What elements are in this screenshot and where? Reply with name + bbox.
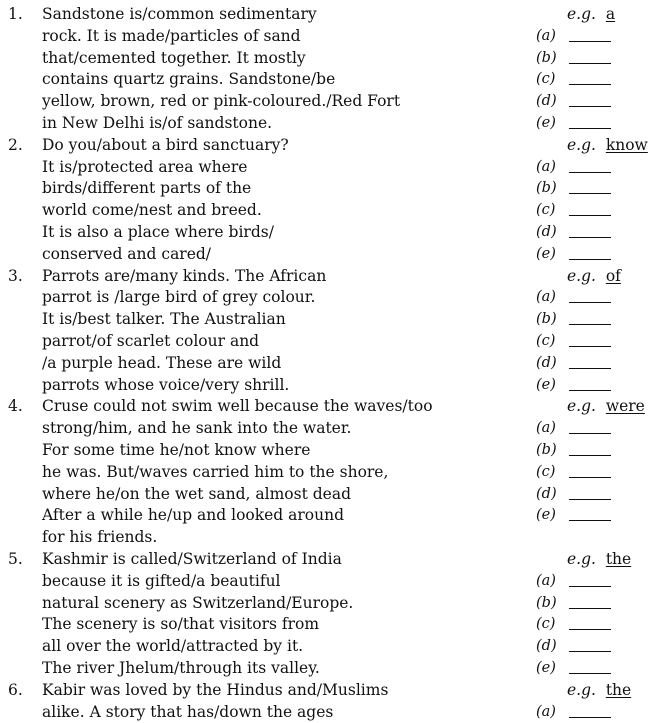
line-text: contains quartz grains. Sandstone/be	[42, 70, 336, 89]
answer-blank[interactable]	[569, 215, 611, 216]
line-text: because it is gifted/a beautiful	[42, 571, 281, 590]
answer-blank[interactable]	[569, 63, 611, 64]
line-text: birds/different parts of the	[42, 179, 252, 198]
example-answer-word: the	[605, 550, 632, 568]
line-text: Kabir was loved by the Hindus and/Muslims	[42, 680, 389, 699]
line-text: yellow, brown, red or pink-coloured./Red Fort	[42, 92, 401, 111]
question-number: 5.	[8, 550, 23, 568]
answer-blank[interactable]	[569, 41, 611, 42]
blank-label: (e)	[536, 660, 556, 676]
line-text: that/cemented together. It mostly	[42, 48, 306, 67]
answer-blank[interactable]	[569, 499, 611, 500]
question-number: 3.	[8, 266, 23, 285]
blank-label: (e)	[536, 507, 556, 524]
line-text: Kashmir is called/Switzerland of India	[42, 550, 342, 568]
question-line	[0, 26, 659, 48]
blank-label: (a)	[536, 27, 556, 44]
question-line	[0, 331, 659, 353]
blank-label: (a)	[536, 289, 556, 306]
line-text: It is also a place where birds/	[42, 223, 274, 241]
answer-blank[interactable]	[569, 259, 611, 260]
question-number: 4.	[8, 397, 23, 416]
question-line	[0, 91, 659, 113]
example-answer	[567, 266, 621, 288]
blank-label: (a)	[536, 158, 556, 175]
question-line	[0, 680, 659, 702]
line-text: for his friends.	[42, 528, 158, 547]
question-line	[0, 69, 659, 91]
blank-label: (a)	[536, 420, 556, 437]
answer-blank[interactable]	[569, 390, 611, 391]
line-text: For some time he/not know where	[42, 441, 311, 459]
line-text: The scenery is so/that visitors from	[42, 615, 320, 634]
question-line	[0, 200, 659, 222]
blank-label: (e)	[536, 376, 556, 393]
line-text: world come/nest and breed.	[42, 201, 262, 220]
line-text: rock. It is made/particles of sand	[42, 26, 301, 45]
question-line	[0, 244, 659, 266]
question-line	[0, 309, 659, 331]
question-number: 1.	[8, 5, 23, 23]
blank-label: (b)	[536, 442, 557, 458]
example-label: e.g.	[567, 680, 596, 699]
blank-label: (c)	[536, 463, 556, 480]
question-line	[0, 614, 659, 636]
blank-label: (b)	[536, 180, 557, 197]
answer-blank[interactable]	[569, 717, 611, 718]
question-line	[0, 527, 659, 549]
line-text: Sandstone is/common sedimentary	[42, 5, 317, 23]
line-text: alike. A story that has/down the ages	[42, 702, 334, 721]
question-line	[0, 549, 659, 571]
blank-label: (e)	[536, 245, 556, 262]
line-text: Do you/about a bird sanctuary?	[42, 135, 289, 154]
question-line	[0, 287, 659, 309]
blank-label: (c)	[536, 202, 556, 219]
answer-blank[interactable]	[569, 346, 611, 347]
blank-label: (c)	[536, 333, 556, 349]
question-line	[0, 505, 659, 527]
answer-blank[interactable]	[569, 629, 611, 630]
example-label: e.g.	[567, 550, 596, 568]
example-label: e.g.	[567, 5, 596, 23]
blank-label: (c)	[536, 616, 556, 633]
answer-blank[interactable]	[569, 455, 611, 456]
answer-blank[interactable]	[569, 237, 611, 238]
question-line	[0, 113, 659, 135]
question-line	[0, 702, 659, 723]
blank-label: (c)	[536, 71, 556, 88]
line-text: It is/protected area where	[42, 157, 248, 176]
example-answer-word: of	[605, 266, 621, 285]
question-line	[0, 462, 659, 484]
answer-blank[interactable]	[569, 172, 611, 173]
question-line	[0, 178, 659, 200]
blank-label: (b)	[536, 311, 557, 328]
question-line	[0, 353, 659, 375]
line-text: Cruse could not swim well because the waves/too	[42, 397, 433, 416]
answer-blank[interactable]	[569, 302, 611, 303]
question-line	[0, 135, 659, 157]
answer-blank[interactable]	[569, 477, 611, 478]
line-text: parrots whose voice/very shrill.	[42, 375, 290, 394]
example-answer	[567, 396, 645, 418]
example-answer-word: were	[605, 397, 645, 416]
question-number: 2.	[8, 135, 23, 154]
answer-blank[interactable]	[569, 84, 611, 85]
line-text: all over the world/attracted by it.	[42, 637, 304, 656]
line-text: parrot is /large bird of grey colour.	[42, 288, 316, 307]
blank-label: (b)	[536, 594, 557, 611]
blank-label: (d)	[536, 224, 557, 240]
example-answer-word: the	[605, 680, 632, 699]
blank-label: (d)	[536, 93, 557, 110]
example-answer	[567, 135, 648, 157]
example-label: e.g.	[567, 135, 596, 154]
line-text: It is/best talker. The Australian	[42, 310, 286, 329]
line-text: in New Delhi is/of sandstone.	[42, 114, 273, 132]
question-line	[0, 593, 659, 615]
blank-label: (d)	[536, 638, 557, 655]
answer-blank[interactable]	[569, 193, 611, 194]
example-answer	[567, 680, 631, 702]
example-answer	[567, 549, 631, 571]
question-line	[0, 396, 659, 418]
answer-blank[interactable]	[569, 586, 611, 587]
example-label: e.g.	[567, 266, 596, 285]
question-line	[0, 658, 659, 680]
line-text: strong/him, and he sank into the water.	[42, 419, 352, 438]
question-line	[0, 48, 659, 70]
question-number: 6.	[8, 680, 23, 699]
answer-blank[interactable]	[569, 368, 611, 369]
blank-label: (a)	[536, 703, 556, 720]
answer-blank[interactable]	[569, 324, 611, 325]
question-line	[0, 636, 659, 658]
answer-blank[interactable]	[569, 608, 611, 609]
question-line	[0, 571, 659, 593]
example-answer-word: know	[605, 135, 648, 154]
question-line	[0, 222, 659, 244]
line-text: conserved and cared/	[42, 244, 212, 263]
answer-blank[interactable]	[569, 673, 611, 674]
question-line	[0, 375, 659, 397]
line-text: he was. But/waves carried him to the shore,	[42, 462, 389, 481]
example-label: e.g.	[567, 397, 596, 416]
line-text: Parrots are/many kinds. The African	[42, 266, 327, 285]
answer-blank[interactable]	[569, 520, 611, 521]
question-line	[0, 4, 659, 26]
line-text: The river Jhelum/through its valley.	[42, 659, 320, 677]
example-answer-word: a	[605, 5, 616, 23]
question-line	[0, 418, 659, 440]
blank-label: (d)	[536, 354, 557, 371]
question-line	[0, 157, 659, 179]
line-text: parrot/of scarlet colour and	[42, 332, 260, 350]
blank-label: (e)	[536, 115, 556, 131]
blank-label: (d)	[536, 485, 557, 502]
line-text: /a purple head. These are wild	[42, 353, 282, 372]
answer-blank[interactable]	[569, 651, 611, 652]
blank-label: (a)	[536, 572, 556, 589]
answer-blank[interactable]	[569, 106, 611, 107]
question-line	[0, 266, 659, 288]
answer-blank[interactable]	[569, 128, 611, 129]
question-line	[0, 484, 659, 506]
line-text: where he/on the wet sand, almost dead	[42, 484, 352, 503]
example-answer	[567, 4, 615, 26]
question-line	[0, 440, 659, 462]
line-text: natural scenery as Switzerland/Europe.	[42, 593, 354, 612]
line-text: After a while he/up and looked around	[42, 506, 345, 525]
blank-label: (b)	[536, 49, 557, 66]
answer-blank[interactable]	[569, 433, 611, 434]
